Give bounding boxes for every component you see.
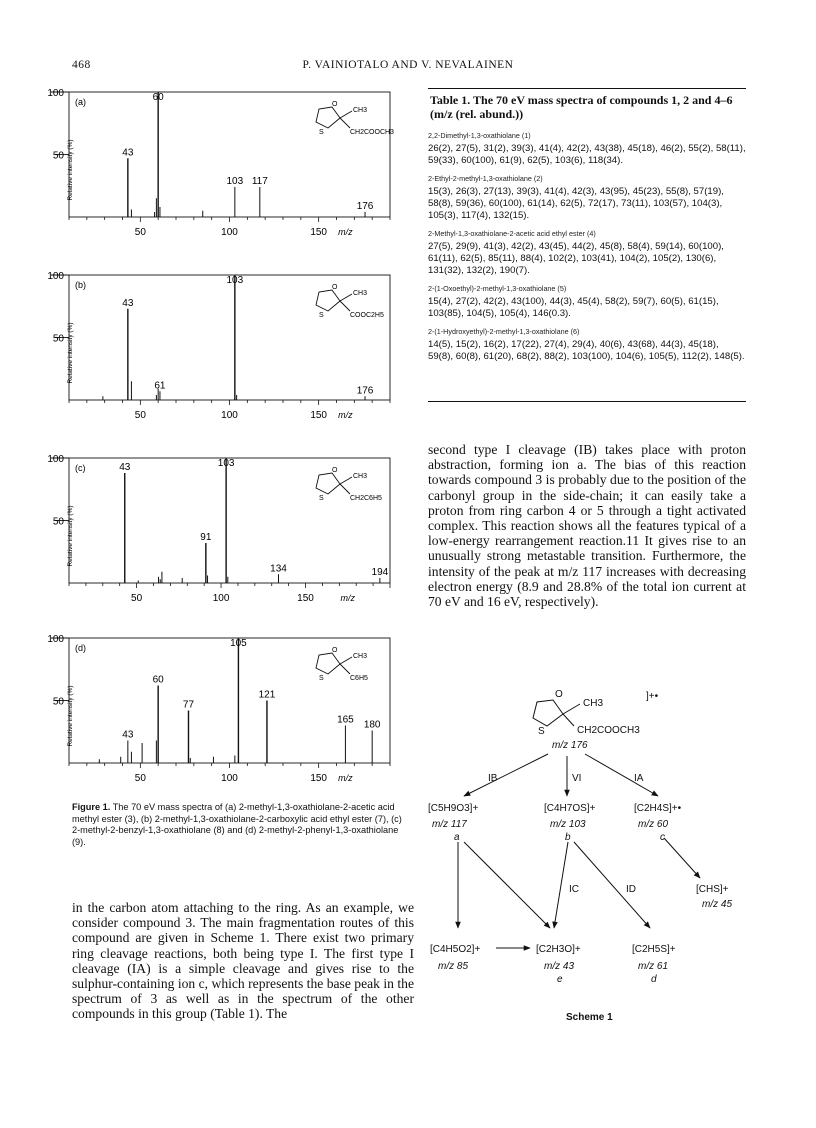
compound-spectrum: 26(2), 27(5), 31(2), 39(3), 41(4), 42(2), 43(38), 45(18), 46(2), 55(2), 58(11), 59(33), 60(100), 61(9), 62(5), 103(6), 118(34). bbox=[428, 143, 746, 166]
path-id: ID bbox=[626, 884, 636, 895]
x-tick-label: 50 bbox=[134, 227, 146, 238]
path-ib: IB bbox=[488, 773, 498, 784]
ring-sulphur: S bbox=[538, 726, 545, 737]
ion-d-mz: m/z 61 bbox=[638, 961, 669, 972]
x-tick-label: 150 bbox=[310, 227, 328, 238]
x-tick-label: 150 bbox=[297, 593, 314, 604]
x-tick-label: 50 bbox=[134, 773, 146, 784]
table-entry bbox=[428, 327, 746, 363]
arrow-b-to-61 bbox=[574, 842, 650, 928]
peak-label-61: 61 bbox=[154, 380, 166, 392]
x-tick-label: 50 bbox=[131, 593, 143, 604]
figure-1-spectra bbox=[47, 80, 410, 800]
y-tick-label: 100 bbox=[47, 634, 64, 645]
peak-label-165: 165 bbox=[337, 714, 354, 726]
substituent-bonds bbox=[340, 657, 352, 674]
arrow-b-to-43 bbox=[554, 842, 568, 928]
compound-name: 2-(1-Hydroxyethyl)-2-methyl-1,3-oxathiolane (6) bbox=[428, 327, 580, 336]
substituent-bonds bbox=[340, 294, 352, 311]
side-chain-label: CH2COOCH3 bbox=[577, 725, 640, 736]
peak-label-103: 103 bbox=[226, 176, 244, 187]
oxathiolane-ring bbox=[533, 700, 563, 726]
path-ia: IA bbox=[634, 773, 644, 784]
ion-e-letter: e bbox=[557, 974, 563, 985]
oxathiolane-ring bbox=[316, 473, 340, 494]
x-tick-label: 50 bbox=[134, 410, 146, 421]
panel-label: (a) bbox=[75, 97, 86, 107]
ion-e-mz: m/z 43 bbox=[544, 961, 575, 972]
scheme-1 bbox=[420, 676, 760, 1026]
left-column-paragraph: in the carbon atom attaching to the ring. As an example, we consider compound 3. The main fragmentation routes of this compound are given in Scheme 1. There exist two primary ring cleavage reactions, both being type I. The first type I cleavage (IA) is a simple cleavage and gives rise to the sulphur-containing ion c, which represents the base peak in the spectrum of 3 as well as in the spectrum of the other compounds in this group (Table 1). The bbox=[72, 900, 414, 1022]
y-tick-label: 100 bbox=[47, 88, 64, 99]
ring-oxygen: O bbox=[555, 689, 563, 700]
structure bbox=[316, 284, 384, 319]
figure-caption-label: Figure 1. bbox=[72, 802, 111, 812]
x-axis-unit: m/z bbox=[338, 227, 353, 237]
table-entry bbox=[428, 284, 746, 320]
y-axis-label: Relative intensity (%) bbox=[67, 322, 74, 384]
substituent-bonds bbox=[340, 477, 352, 494]
table-entry bbox=[428, 229, 746, 277]
y-tick-label: 50 bbox=[52, 516, 64, 528]
substituent-bonds bbox=[340, 111, 352, 128]
compound-spectrum: 14(5), 15(2), 16(2), 17(22), 27(4), 29(4), 40(6), 43(68), 44(3), 45(18), 59(8), 60(8), 61(20), 68(2), 88(2), 103(100), 104(6), 105(5), 112(2), 148(5). bbox=[428, 339, 745, 362]
peak-label-43: 43 bbox=[119, 462, 131, 473]
compound-name: 2-Methyl-1,3-oxathiolane-2-acetic acid ethyl ester (4) bbox=[428, 229, 596, 238]
table-1 bbox=[428, 88, 746, 89]
peak-label-43: 43 bbox=[122, 147, 134, 159]
side-chain-bond bbox=[563, 714, 574, 726]
substituent-label: CH2COOCH3 bbox=[350, 129, 394, 136]
ion-85-mz: m/z 85 bbox=[438, 961, 469, 972]
parent-structure bbox=[533, 700, 580, 726]
ring-oxygen: O bbox=[332, 284, 338, 291]
path-vi: VI bbox=[572, 773, 582, 784]
parent-mz: m/z 176 bbox=[552, 740, 588, 751]
peak-label-60: 60 bbox=[152, 674, 164, 686]
y-tick-label: 50 bbox=[52, 696, 64, 708]
ring-sulphur: S bbox=[319, 495, 324, 502]
y-axis-label: Relative intensity (%) bbox=[67, 505, 74, 567]
table-1-body bbox=[428, 124, 746, 363]
figure-caption bbox=[72, 802, 402, 848]
structure bbox=[316, 101, 394, 136]
right-column-paragraph: second type I cleavage (IB) takes place with proton abstraction, forming ion a. The bias of this reaction towards compound 3 is probably due to the position of the carbonyl group in the side-chain; it can easily take a proton from ring carbon 4 or 5 through a tight activated complex. This reaction shows all the features typical of a low-energy rearrangement reaction.11 It gives rise to an unusually strong metastable transition. Furthermore, the intensity of the peak at m/z 117 increases with decreasing electron energy (8.9 and 28.8% of the total ion current at 70 eV and 16 eV, respectively). bbox=[428, 442, 746, 610]
table-1-bottom-rule bbox=[428, 401, 746, 402]
path-ic: IC bbox=[569, 884, 579, 895]
ring-sulphur: S bbox=[319, 312, 324, 319]
spectrum-panel bbox=[47, 634, 390, 784]
ion-a-letter: a bbox=[454, 832, 460, 843]
peak-label-77: 77 bbox=[182, 699, 195, 711]
oxathiolane-ring bbox=[316, 653, 340, 674]
y-axis-label: Relative intensity (%) bbox=[67, 139, 74, 201]
x-axis-unit: m/z bbox=[338, 410, 353, 420]
parent-charge: ]+• bbox=[646, 691, 659, 702]
panel-frame bbox=[69, 92, 390, 217]
panel-label: (c) bbox=[75, 463, 86, 473]
table-entry bbox=[428, 174, 746, 222]
ion-c-mz: m/z 60 bbox=[638, 819, 669, 830]
peak-label-103: 103 bbox=[226, 275, 244, 286]
x-tick-label: 150 bbox=[310, 410, 328, 421]
ring-sulphur: S bbox=[319, 675, 324, 682]
ion-chs-mz: m/z 45 bbox=[702, 899, 733, 910]
y-tick-label: 50 bbox=[52, 150, 64, 162]
ion-c-formula: [C2H4S]+• bbox=[634, 803, 682, 814]
peak-label-194: 194 bbox=[371, 567, 389, 578]
compound-spectrum: 15(4), 27(2), 42(2), 43(100), 44(3), 45(4), 58(2), 59(7), 60(5), 61(15), 103(85), 104(5), 105(4), 146(0.3). bbox=[428, 296, 719, 319]
methyl-bond bbox=[563, 704, 580, 714]
panel-frame bbox=[69, 638, 390, 763]
x-axis-unit: m/z bbox=[340, 593, 356, 603]
x-tick-label: 150 bbox=[310, 773, 328, 784]
y-axis-label: Relative intensity (%) bbox=[67, 685, 74, 747]
compound-name: 2,2-Dimethyl-1,3-oxathiolane (1) bbox=[428, 131, 531, 140]
panel-label: (d) bbox=[75, 643, 86, 653]
ion-b-mz: m/z 103 bbox=[550, 819, 586, 830]
methyl-label: CH3 bbox=[353, 473, 368, 480]
peak-label-91: 91 bbox=[200, 532, 212, 543]
y-tick-label: 50 bbox=[52, 333, 64, 345]
ion-d-formula: [C2H5S]+ bbox=[632, 944, 676, 955]
spectrum-panel bbox=[47, 454, 390, 604]
oxathiolane-ring bbox=[316, 107, 340, 128]
methyl-label: CH3 bbox=[583, 698, 604, 709]
ion-85-formula: [C4H5O2]+ bbox=[430, 944, 481, 955]
methyl-label: CH3 bbox=[353, 107, 368, 114]
peak-label-60: 60 bbox=[152, 92, 164, 103]
structure bbox=[316, 467, 382, 502]
ring-oxygen: O bbox=[332, 101, 338, 108]
peak-label-43: 43 bbox=[122, 297, 134, 309]
arrow-c-to-chs bbox=[664, 838, 700, 878]
oxathiolane-ring bbox=[316, 290, 340, 311]
ion-a-mz: m/z 117 bbox=[432, 819, 467, 830]
substituent-label: COOC2H5 bbox=[350, 312, 384, 319]
table-entry bbox=[428, 131, 746, 167]
peak-label-43: 43 bbox=[122, 729, 134, 741]
spectrum-panel bbox=[47, 88, 394, 238]
x-axis-unit: m/z bbox=[338, 773, 353, 783]
panel-label: (b) bbox=[75, 280, 86, 290]
peak-label-121: 121 bbox=[258, 689, 276, 701]
page-number: 468 bbox=[72, 59, 91, 71]
ring-sulphur: S bbox=[319, 129, 324, 136]
x-tick-label: 100 bbox=[221, 227, 238, 238]
arrow-a-to-43 bbox=[464, 842, 550, 928]
peak-label-103: 103 bbox=[217, 458, 235, 469]
x-tick-label: 100 bbox=[221, 410, 238, 421]
ion-b-formula: [C4H7OS]+ bbox=[544, 803, 596, 814]
methyl-label: CH3 bbox=[353, 290, 368, 297]
ion-e-formula: [C2H3O]+ bbox=[536, 944, 581, 955]
structure bbox=[316, 647, 368, 682]
x-tick-label: 100 bbox=[221, 773, 238, 784]
ring-oxygen: O bbox=[332, 467, 338, 474]
table-1-title: Table 1. The 70 eV mass spectra of compounds 1, 2 and 4–6 (m/z (rel. abund.)) bbox=[430, 93, 733, 121]
peak-label-180: 180 bbox=[363, 719, 381, 731]
ion-b-letter: b bbox=[565, 832, 571, 843]
substituent-label: C6H5 bbox=[350, 675, 368, 682]
panel-frame bbox=[69, 275, 390, 400]
peak-label-117: 117 bbox=[251, 176, 268, 187]
arrow-ib bbox=[464, 754, 548, 796]
y-tick-label: 100 bbox=[47, 271, 64, 282]
y-tick-label: 100 bbox=[47, 454, 64, 465]
x-tick-label: 100 bbox=[212, 593, 230, 604]
peak-label-134: 134 bbox=[270, 563, 287, 575]
running-head: P. VAINIOTALO AND V. NEVALAINEN bbox=[302, 59, 514, 71]
compound-name: 2-(1-Oxoethyl)-2-methyl-1,3-oxathiolane (5) bbox=[428, 284, 567, 293]
ion-a-formula: [C5H9O3]+ bbox=[428, 803, 479, 814]
scheme-title: Scheme 1 bbox=[566, 1012, 613, 1023]
peak-label-176: 176 bbox=[356, 201, 374, 212]
compound-spectrum: 15(3), 26(3), 27(13), 39(3), 41(4), 42(3), 43(95), 45(23), 55(8), 57(19), 58(8), 59(36), 60(100), 61(14), 62(5), 72(17), 73(11), 103(57), 104(3), 105(3), 117(4), 132(15). bbox=[428, 186, 724, 221]
figure-caption-text: The 70 eV mass spectra of (a) 2-methyl-1,3-oxathiolane-2-acetic acid methyl ester (3), (b) 2-methyl-1,3-oxathiolane-2-carboxylic acid ethyl ester (7), (c) 2-methyl-2-benzyl-1,3-oxathiolane (8) and (d) 2-methyl-2-phenyl-1,3-oxathiolane (9). bbox=[72, 802, 402, 847]
substituent-label: CH2C6H5 bbox=[350, 495, 382, 502]
spectrum-panel bbox=[47, 271, 390, 421]
arrow-ia bbox=[585, 754, 658, 796]
panel-frame bbox=[69, 458, 390, 583]
ring-oxygen: O bbox=[332, 647, 338, 654]
compound-spectrum: 27(5), 29(9), 41(3), 42(2), 43(45), 44(2), 45(8), 58(4), 59(14), 60(100), 61(11), 62(5), 85(11), 88(4), 102(2), 103(41), 104(2), 105(2), 130(6), 131(32), 132(2), 190(7). bbox=[428, 241, 724, 276]
methyl-label: CH3 bbox=[353, 653, 368, 660]
ion-c-letter: c bbox=[660, 832, 665, 843]
peak-label-105: 105 bbox=[230, 638, 247, 649]
peak-label-176: 176 bbox=[356, 385, 374, 397]
ion-d-letter: d bbox=[651, 974, 657, 985]
compound-name: 2-Ethyl-2-methyl-1,3-oxathiolane (2) bbox=[428, 174, 543, 183]
ion-chs-formula: [CHS]+ bbox=[696, 884, 729, 895]
